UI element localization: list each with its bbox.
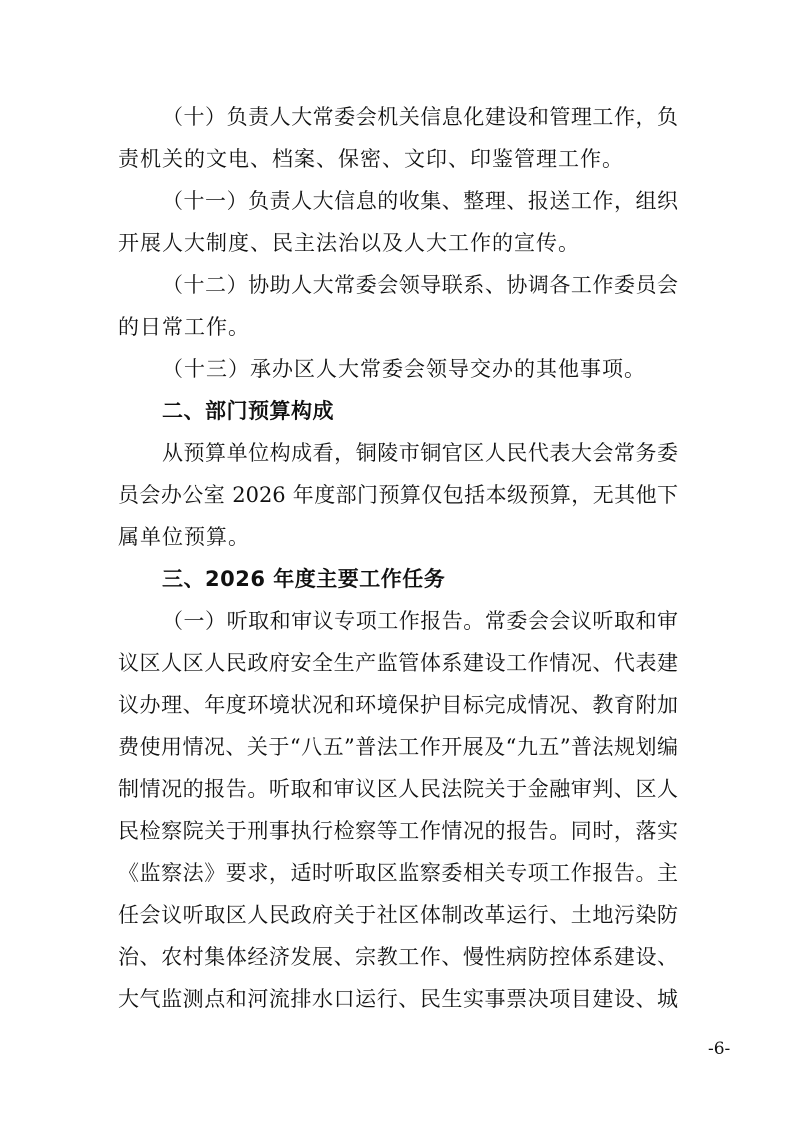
- paragraph-line: 员会办公室 2026 年度部门预算仅包括本级预算，无其他下: [118, 483, 678, 507]
- paragraph-line: 制情况的报告。听取和审议区人民法院关于金融审判、区人: [118, 777, 678, 801]
- paragraph-line: （十一）负责人大信息的收集、整理、报送工作，组织: [162, 189, 678, 213]
- paragraph-line: （一）听取和审议专项工作报告。常委会会议听取和审: [162, 609, 678, 633]
- paragraph-line: 议办理、年度环境状况和环境保护目标完成情况、教育附加: [118, 693, 678, 717]
- paragraph-line: 《监察法》要求，适时听取区监察委相关专项工作报告。主: [118, 861, 678, 885]
- paragraph-line: 治、农村集体经济发展、宗教工作、慢性病防控体系建设、: [118, 945, 678, 969]
- section-heading: 二、部门预算构成: [162, 399, 334, 423]
- paragraph-line: 大气监测点和河流排水口运行、民生实事票决项目建设、城: [118, 987, 678, 1011]
- paragraph-line: 任会议听取区人民政府关于社区体制改革运行、土地污染防: [118, 903, 678, 927]
- section-heading: 三、2026 年度主要工作任务: [162, 567, 446, 591]
- paragraph-line: 责机关的文电、档案、保密、文印、印鉴管理工作。: [118, 147, 624, 171]
- paragraph-line: 的日常工作。: [118, 315, 250, 339]
- paragraph-line: （十三）承办区人大常委会领导交办的其他事项。: [162, 357, 646, 381]
- paragraph-line: 民检察院关于刑事执行检察等工作情况的报告。同时，落实: [118, 819, 678, 843]
- paragraph-line: 从预算单位构成看，铜陵市铜官区人民代表大会常务委: [162, 441, 678, 465]
- paragraph-line: 属单位预算。: [118, 525, 250, 549]
- paragraph-line: 议区人区人民政府安全生产监管体系建设工作情况、代表建: [118, 651, 678, 675]
- paragraph-line: 开展人大制度、民主法治以及人大工作的宣传。: [118, 231, 580, 255]
- page-number: -6-: [708, 1039, 731, 1059]
- paragraph-line: （十）负责人大常委会机关信息化建设和管理工作，负: [162, 105, 678, 129]
- paragraph-line: 费使用情况、关于“八五”普法工作开展及“九五”普法规划编: [118, 735, 678, 759]
- paragraph-line: （十二）协助人大常委会领导联系、协调各工作委员会: [162, 273, 678, 297]
